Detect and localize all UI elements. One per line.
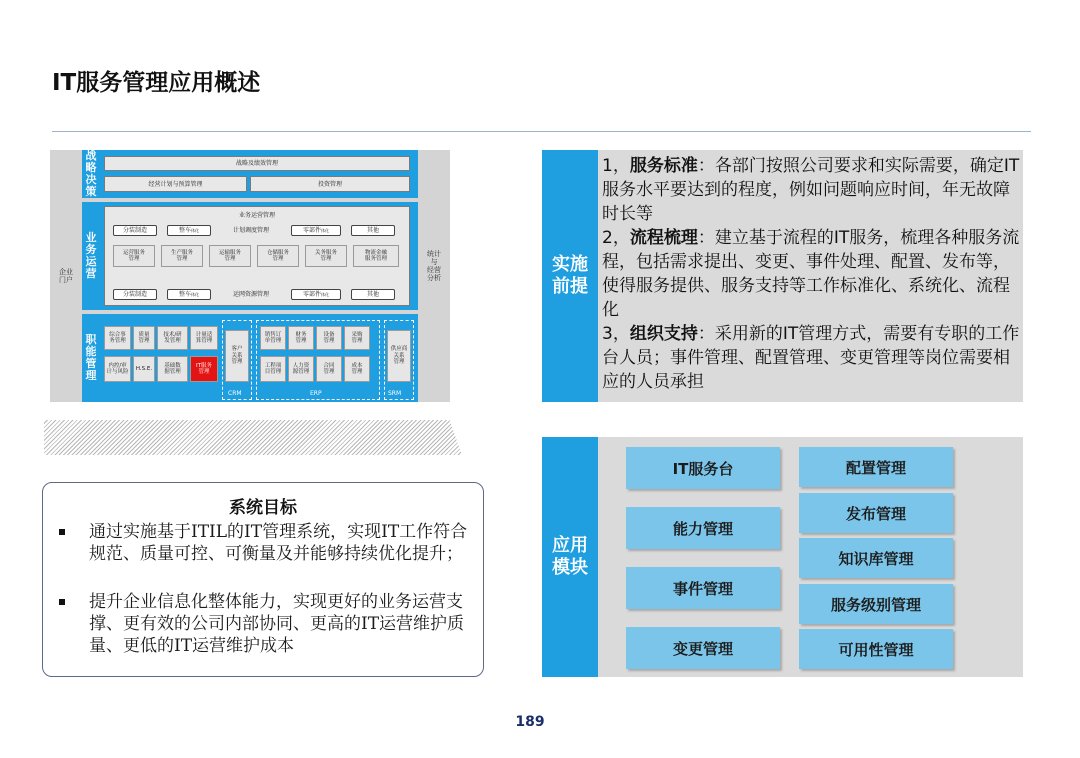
goal-item-2 [59,591,469,657]
strategy-box-right: 投资管理 [250,176,410,192]
goal-item-1-text: 通过实施基于ITIL的IT管理系统，实现IT工作符合规范、质量可控、可衡量及并能够持续优化提升； [89,522,468,564]
func-cell-7: 基础数 据管理 [157,356,188,382]
ops-row3-pill-4: 零部件 体化 [291,289,341,300]
ops-service-6: 物流金融 服务管理 [353,245,399,267]
ops-service-3: 运输服务 管理 [209,245,251,267]
ops-row3-pill-5: 其他 [351,289,395,300]
operations-band [82,202,418,310]
enterprise-portal-label: 企业 门户 [59,268,73,284]
crm-label: CRM [228,390,242,397]
module-incident: 事件管理 [626,567,780,609]
ops-row3-pill-2: 整车 体化 [167,289,211,300]
strategy-box-left: 经营计划与预算管理 [104,176,247,192]
func-cell-2: 质量 管理 [133,326,155,350]
architecture-diagram [50,150,450,402]
module-it-service-desk: IT服务台 [626,447,780,489]
ops-row3-pill-1: 分装制造 [113,289,157,300]
func-cell-1: 综合事 务管理 [104,326,131,350]
goal-title: 系统目标 [229,498,297,518]
erp-cell-3: 设备 管理 [316,326,342,350]
bullet-icon [59,599,65,605]
func-cell-6: H.S.E. [133,356,155,382]
bullet-icon [59,529,65,535]
operations-top-title: 业务运营管理 [238,211,275,219]
erp-label: ERP [310,390,322,397]
crm-cell: 客户 关系 管理 [225,330,249,382]
ops-service-4: 仓储服务 管理 [257,245,299,267]
erp-cell-5: 工程项 目管理 [260,356,286,382]
ops-service-5: 关务服务 管理 [305,245,347,267]
page-number: 189 [515,714,545,730]
goal-item-1 [59,521,469,565]
modules-panel [542,437,1023,677]
srm-cell: 供应商 关系 管理 [387,330,411,382]
functions-band [82,314,418,402]
erp-cell-4: 采购 管理 [344,326,370,350]
goal-item-2-text: 提升企业信息化整体能力，实现更好的业务运营支撑、更有效的公司内部协同、更高的IT运营维护质量、更低的IT运营维护成本 [89,592,465,656]
erp-cell-6: 人力资 源管理 [288,356,314,382]
ops-row3-text: 运网资源管理 [232,291,269,298]
func-cell-3: 技术/研 发管理 [157,326,188,350]
erp-cell-1: 销售订 单管理 [260,326,286,350]
operations-label: 业务运营 [85,231,97,280]
goal-box [42,482,484,677]
func-cell-4: 计量适 算管理 [190,326,218,350]
module-knowledge: 知识库管理 [799,538,953,578]
operations-frame [104,206,410,306]
ops-row1-pill-5: 其他 [351,225,395,236]
ops-row1-pill-2: 整车 体化 [167,225,211,236]
module-service-level: 服务级别管理 [799,584,953,624]
strategy-band [82,150,418,198]
erp-cell-7: 合同 管理 [316,356,342,382]
premise-panel [542,150,1023,402]
hatched-platform [44,420,462,455]
modules-tab: 应用 模块 [542,437,598,677]
outer-right-column [418,150,450,402]
erp-cell-2: 财务 管理 [288,326,314,350]
ops-service-1: 运营服务 管理 [113,245,155,267]
func-cell-5: 内控/审 计与风险 [104,356,131,382]
premise-item-2: 2，流程梳理：建立基于流程的IT服务，梳理各种服务流程，包括需求提出、变更、事件处理、配置、发布等，使得服务提供、服务支持等工作标准化、系统化、流程化 [602,228,1020,320]
outer-left-column [50,150,82,402]
srm-label: SRM [388,390,402,397]
module-configuration: 配置管理 [799,447,953,487]
ops-row1-pill-1: 分装制造 [113,225,157,236]
ops-row1-pill-4: 零部件 体化 [291,225,341,236]
premise-item-3: 3，组织支持：采用新的IT管理方式，需要有专职的工作台人员；事件管理、配置管理、变更管理等岗位需要相应的人员承担 [602,324,1020,392]
erp-cell-8: 成本 管理 [344,356,370,382]
strategy-top-box: 战略及绩效管理 [104,156,410,171]
functions-label: 职能管理 [85,333,97,382]
analysis-label: 统计 与 经营 分析 [427,250,441,282]
module-availability: 可用性管理 [799,629,953,669]
strategy-label: 战略决策 [85,149,97,198]
module-change: 变更管理 [626,627,780,669]
ops-row1-text: 计划调度管理 [232,227,269,234]
title-divider [52,131,1031,132]
func-cell-it-service: IT服务 管理 [190,356,218,382]
module-capacity: 能力管理 [626,507,780,549]
premise-text [602,154,1022,394]
page-title: IT服务管理应用概述 [52,70,261,96]
premise-item-1: 1，服务标准：各部门按照公司要求和实际需要，确定IT服务水平要达到的程度，例如问题响应时间，年无故障时长等 [602,156,1020,224]
premise-tab: 实施 前提 [542,150,598,402]
module-release: 发布管理 [799,493,953,533]
ops-service-2: 生产服务 管理 [161,245,203,267]
